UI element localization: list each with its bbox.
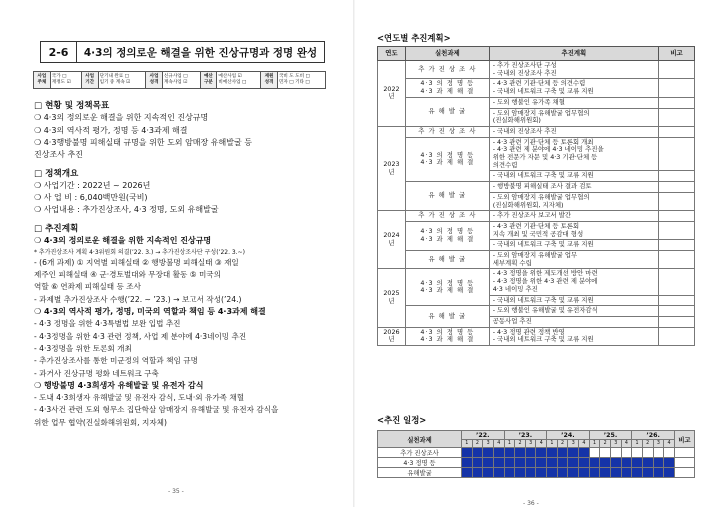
schedule-task-name: 추가 진상조사	[378, 448, 462, 458]
plan-row	[378, 269, 695, 295]
classification-key: 사업 기간	[81, 72, 98, 89]
plan-task: 4·3 의 정 명 등 4·3 과 제 해 결	[405, 79, 489, 97]
schedule-cell	[642, 448, 653, 458]
plan-note	[659, 137, 695, 171]
plan-task: 4·3 의 정 명 등 4·3 과 제 해 결	[405, 137, 489, 182]
schedule-note	[675, 468, 695, 478]
schedule-task-name: 유해발굴	[378, 468, 462, 478]
schedule-bar	[472, 468, 483, 478]
schedule-bar	[483, 448, 494, 458]
plan-note	[659, 316, 695, 327]
body-line: - 과제별 추가진상조사 수행(’22. ~ ’23.) → 보고서 작성(’24.)	[34, 294, 242, 304]
page-number-right: - 36 -	[523, 500, 539, 507]
schedule-task-header: 실천과제	[378, 431, 462, 448]
schedule-bar	[462, 468, 473, 478]
plan-row	[378, 182, 695, 193]
section-number: 2-6	[41, 42, 77, 62]
body-line: ❍ 4·3행방불명 피해실태 규명을 위한 도외 암매장 유해발굴 등	[34, 137, 252, 147]
schedule-bar	[610, 468, 621, 478]
plan-task: 유 해 발 굴	[405, 251, 489, 269]
schedule-quarter: 1	[462, 440, 473, 448]
section-header	[40, 41, 325, 63]
plan-note	[659, 211, 695, 222]
body-line: □ 현황 및 정책목표	[34, 101, 110, 111]
plan-task: 추 가 진 상 조 사	[405, 211, 489, 222]
schedule-bar	[589, 468, 600, 478]
plan-note	[659, 61, 695, 79]
body-line: 제주인 피해실태 ④ 군·경토벌대와 무장대 활동 ⑤ 미국의	[34, 270, 221, 280]
plan-task: 4·3 의 정 명 등 4·3 과 제 해 결	[405, 269, 489, 306]
schedule-quarter: 4	[664, 440, 675, 448]
schedule-quarter: 4	[579, 440, 590, 448]
schedule-quarter: 3	[525, 440, 536, 448]
plan-row	[378, 306, 695, 317]
right-page	[355, 0, 710, 507]
plan-task: 유 해 발 굴	[405, 182, 489, 211]
schedule-quarter: 1	[547, 440, 558, 448]
schedule-bar	[653, 458, 664, 468]
plan-row	[378, 97, 695, 108]
schedule-year: ’26.	[632, 431, 675, 440]
schedule-bar	[483, 468, 494, 478]
yearly-plan-table	[377, 46, 695, 346]
plan-year: 2022년	[378, 61, 406, 127]
schedule-bar	[557, 458, 568, 468]
schedule-bar	[610, 458, 621, 468]
body-line: 역할 ⑥ 연좌제 피해실태 등 조사	[34, 282, 141, 292]
plan-detail: - 추가 진상조사 보고서 발간	[489, 211, 658, 222]
schedule-bar	[547, 448, 558, 458]
schedule-title: <추진 일정>	[377, 415, 427, 425]
schedule-bar	[493, 448, 504, 458]
page-number-left: - 35 -	[168, 488, 184, 495]
plan-header-1: 실천과제	[405, 47, 489, 61]
body-line: - 4·3정명을 위한 4·3 관련 정책, 사업 제 분야에 4·3네이밍 추진	[34, 331, 247, 341]
schedule-bar	[600, 458, 611, 468]
classification-key: 예산 구분	[200, 72, 217, 89]
schedule-row	[378, 468, 695, 478]
plan-note	[659, 126, 695, 137]
schedule-bar	[493, 458, 504, 468]
body-line: ❍ 사업내용 : 추가진상조사, 4·3 정명, 도외 유해발굴	[34, 205, 219, 215]
schedule-bar	[504, 448, 515, 458]
classification-key: 재원 성격	[261, 72, 278, 89]
schedule-bar	[515, 468, 526, 478]
schedule-bar	[525, 458, 536, 468]
body-line: ❍ 4·3의 역사적 평가, 정명 등 4·3과제 해결	[34, 125, 188, 135]
plan-detail: - 국내외 네트워크 구축 및 교류 지원	[489, 171, 658, 182]
plan-detail: - 국내외 진상조사 추진	[489, 126, 658, 137]
body-line: - 4·3정명을 위한 토론회 개최	[34, 343, 132, 353]
plan-detail: - 4·3 정명 관련 정책 반영 - 국내외 네트워크 구축 및 교류 지원	[489, 327, 658, 345]
plan-note	[659, 171, 695, 182]
plan-detail: - 도외 암매장지 유해발굴 업무협의 (진실화해위원회, 지자체)	[489, 192, 658, 210]
classification-key: 사업 성격	[146, 72, 163, 89]
section-title: 4·3의 정의로운 해결을 위한 진상규명과 정명 완성	[83, 46, 318, 59]
plan-task: 유 해 발 굴	[405, 97, 489, 126]
schedule-bar	[653, 468, 664, 478]
schedule-quarter: 2	[600, 440, 611, 448]
body-line: - 과거사 진상규명 평화 네트워크 구축	[34, 368, 159, 378]
schedule-bar	[547, 468, 558, 478]
plan-header-3: 비고	[659, 47, 695, 61]
schedule-bar	[600, 468, 611, 478]
plan-task: 4·3 의 정 명 등 4·3 과 제 해 결	[405, 327, 489, 345]
schedule-row	[378, 448, 695, 458]
classification-value: 국가 □ 재정도 ☑	[50, 72, 81, 89]
schedule-bar	[557, 448, 568, 458]
schedule-quarter: 1	[589, 440, 600, 448]
schedule-quarter: 3	[568, 440, 579, 448]
plan-year: 2025년	[378, 269, 406, 327]
schedule-quarter: 1	[504, 440, 515, 448]
body-line: - (6개 과제) ① 지역별 피해실태 ② 행방불명 피해실태 ③ 재일	[34, 257, 239, 267]
plan-detail: - 추가 진상조사단 구성 - 국내외 진상조사 추진	[489, 61, 658, 79]
schedule-bar	[504, 458, 515, 468]
schedule-bar	[579, 448, 590, 458]
schedule-bar	[621, 458, 632, 468]
plan-row	[378, 137, 695, 171]
plan-note	[659, 221, 695, 239]
schedule-bar	[664, 468, 675, 478]
schedule-quarter: 2	[557, 440, 568, 448]
schedule-note	[675, 458, 695, 468]
schedule-note-header: 비고	[675, 431, 695, 448]
plan-detail: - 4·3 관련 기관·단체 등 토론회 개최 - 4·3 관련 제 분야에 4·3 네이밍 추진을 위한 전문가 자문 및 4·3 기관·단체 등 의견수렴	[489, 137, 658, 171]
schedule-bar	[579, 468, 590, 478]
plan-task: 4·3 의 정 명 등 4·3 과 제 해 결	[405, 221, 489, 250]
schedule-row	[378, 458, 695, 468]
plan-header-0: 연도	[378, 47, 406, 61]
schedule-bar	[536, 468, 547, 478]
body-line: - 4·3 정명을 위한 4·3특별법 보완 입법 추진	[34, 319, 181, 329]
schedule-bar	[579, 458, 590, 468]
plan-note	[659, 240, 695, 251]
classification-value: 단기내 완료 □ 임기 중 계속 ☑	[98, 72, 146, 89]
classification-value: 예산사업 ☑ 비예산사업 □	[217, 72, 261, 89]
body-line: ❍ 4·3의 정의로운 해결을 위한 지속적인 진상규명	[34, 236, 212, 245]
schedule-quarter: 2	[642, 440, 653, 448]
plan-year: 2024년	[378, 211, 406, 269]
plan-year: 2026년	[378, 327, 406, 345]
plan-detail: - 4·3 정명을 위한 제도개선 방안 마련 - 4·3 정명을 위한 4·3 관련 제 분야에 4·3 네이밍 추진	[489, 269, 658, 295]
plan-note	[659, 306, 695, 317]
body-line: □ 정책개요	[34, 168, 79, 179]
schedule-bar	[568, 458, 579, 468]
schedule-year: ’23.	[504, 431, 547, 440]
plan-row	[378, 126, 695, 137]
schedule-quarter: 4	[621, 440, 632, 448]
plan-header-2: 추진계획	[489, 47, 658, 61]
plan-detail: - 도외 행불인 유가족 채혈	[489, 97, 658, 108]
body-line: ❍ 행방불명 4·3희생자 유해발굴 및 유전자 감식	[34, 380, 204, 390]
body-line: □ 추진계획	[34, 223, 79, 234]
plan-task: 유 해 발 굴	[405, 306, 489, 327]
schedule-quarter: 3	[483, 440, 494, 448]
schedule-bar	[525, 448, 536, 458]
schedule-bar	[568, 468, 579, 478]
schedule-task-name: 4·3 정명 등	[378, 458, 462, 468]
plan-row	[378, 61, 695, 79]
plan-note	[659, 327, 695, 345]
plan-note	[659, 295, 695, 306]
schedule-bar	[525, 468, 536, 478]
schedule-table	[377, 430, 695, 478]
schedule-cell	[664, 448, 675, 458]
schedule-bar	[547, 458, 558, 468]
schedule-bar	[632, 458, 643, 468]
schedule-bar	[642, 468, 653, 478]
plan-row	[378, 221, 695, 239]
body-line: ❍ 4·3의 역사적 평가, 정명, 미국의 역할과 책임 등 4·3과제 해결	[34, 307, 266, 316]
body-line: ❍ 사업기간 : 2022년 ~ 2026년	[34, 180, 151, 190]
plan-detail: - 국내외 네트워크 구축 및 교류 지원	[489, 295, 658, 306]
plan-detail: - 도외 행불인 유해발굴 및 유전자감식	[489, 306, 658, 317]
body-line: - 4·3사건 관련 도외 형무소 집단학살 암매장지 유해발굴 및 유전자 감식을	[34, 405, 279, 415]
body-line: - 도내 4·3희생자 유해발굴 및 유전자 감식, 도내·외 유가족 채혈	[34, 393, 245, 403]
schedule-bar	[462, 448, 473, 458]
schedule-bar	[536, 448, 547, 458]
schedule-note	[675, 448, 695, 458]
body-line: 위한 업무 협약(진실화해위원회, 지자체)	[34, 417, 167, 427]
schedule-cell	[589, 448, 600, 458]
schedule-quarter: 3	[653, 440, 664, 448]
plan-title: <연도별 추진계획>	[377, 33, 451, 43]
schedule-bar	[504, 468, 515, 478]
schedule-bar	[589, 458, 600, 468]
plan-row	[378, 327, 695, 345]
body-line: - 추가진상조사를 통한 미군정의 역할과 책임 규명	[34, 356, 198, 366]
classification-value: 신규사업 □ 계속사업 ☑	[162, 72, 200, 89]
classification-key: 사업 주체	[34, 72, 51, 89]
schedule-cell	[632, 448, 643, 458]
classification-value: 국비 도 도비 □ 민자 □ 기타 □	[277, 72, 325, 89]
schedule-cell	[610, 448, 621, 458]
schedule-bar	[493, 468, 504, 478]
plan-row	[378, 211, 695, 222]
plan-detail: - 4·3 관련 기관·단체 등 토론회 지속 개최 및 국민적 공감대 형성	[489, 221, 658, 239]
schedule-quarter: 2	[515, 440, 526, 448]
schedule-bar	[515, 448, 526, 458]
body-line: ❍ 4·3의 정의로운 해결을 위한 지속적인 진상규명	[34, 113, 209, 123]
plan-task: 추 가 진 상 조 사	[405, 126, 489, 137]
body-line: 진상조사 추진	[34, 150, 83, 160]
schedule-cell	[600, 448, 611, 458]
plan-detail: - 도외 암매장지 유해발굴 업무협의 (진실화해위원회)	[489, 108, 658, 126]
plan-note	[659, 108, 695, 126]
schedule-bar	[515, 458, 526, 468]
schedule-year: ’24.	[547, 431, 590, 440]
schedule-quarter: 1	[632, 440, 643, 448]
plan-note	[659, 251, 695, 269]
schedule-year: ’25.	[589, 431, 632, 440]
schedule-quarter: 4	[536, 440, 547, 448]
plan-task: 추 가 진 상 조 사	[405, 61, 489, 79]
schedule-bar	[621, 468, 632, 478]
schedule-quarter: 2	[472, 440, 483, 448]
plan-year: 2023년	[378, 126, 406, 210]
plan-row	[378, 251, 695, 269]
plan-note	[659, 192, 695, 210]
schedule-bar	[664, 458, 675, 468]
plan-detail: - 행방불명 피해실태 조사 결과 검토	[489, 182, 658, 193]
plan-note	[659, 97, 695, 108]
plan-detail: - 4·3 관련 기관·단체 등 의견수렴 - 국내외 네트워크 구축 및 교류 지원	[489, 79, 658, 97]
body-line: * 추가진상조사 계획 4·3위원회 의결(’22. 3.) → 추가진상조사단 구성(’22. 3.~)	[34, 249, 245, 257]
plan-note	[659, 79, 695, 97]
classification-table	[33, 71, 326, 89]
schedule-bar	[557, 468, 568, 478]
schedule-quarter: 3	[610, 440, 621, 448]
schedule-bar	[536, 458, 547, 468]
schedule-cell	[621, 448, 632, 458]
schedule-bar	[472, 458, 483, 468]
schedule-quarter: 4	[493, 440, 504, 448]
schedule-bar	[642, 458, 653, 468]
schedule-bar	[632, 468, 643, 478]
schedule-year: ’22.	[462, 431, 505, 440]
body-line: ❍ 사 업 비 : 6,040백만원(국비)	[34, 193, 148, 203]
schedule-cell	[653, 448, 664, 458]
plan-row	[378, 79, 695, 97]
schedule-bar	[462, 458, 473, 468]
schedule-bar	[568, 448, 579, 458]
plan-detail: 공동사업 추진	[489, 316, 658, 327]
schedule-bar	[483, 458, 494, 468]
plan-note	[659, 269, 695, 295]
plan-note	[659, 182, 695, 193]
plan-detail: - 도외 암매장지 유해발굴 업무 세부계획 수립	[489, 251, 658, 269]
schedule-bar	[472, 448, 483, 458]
plan-detail: - 국내외 네트워크 구축 및 교류 지원	[489, 240, 658, 251]
